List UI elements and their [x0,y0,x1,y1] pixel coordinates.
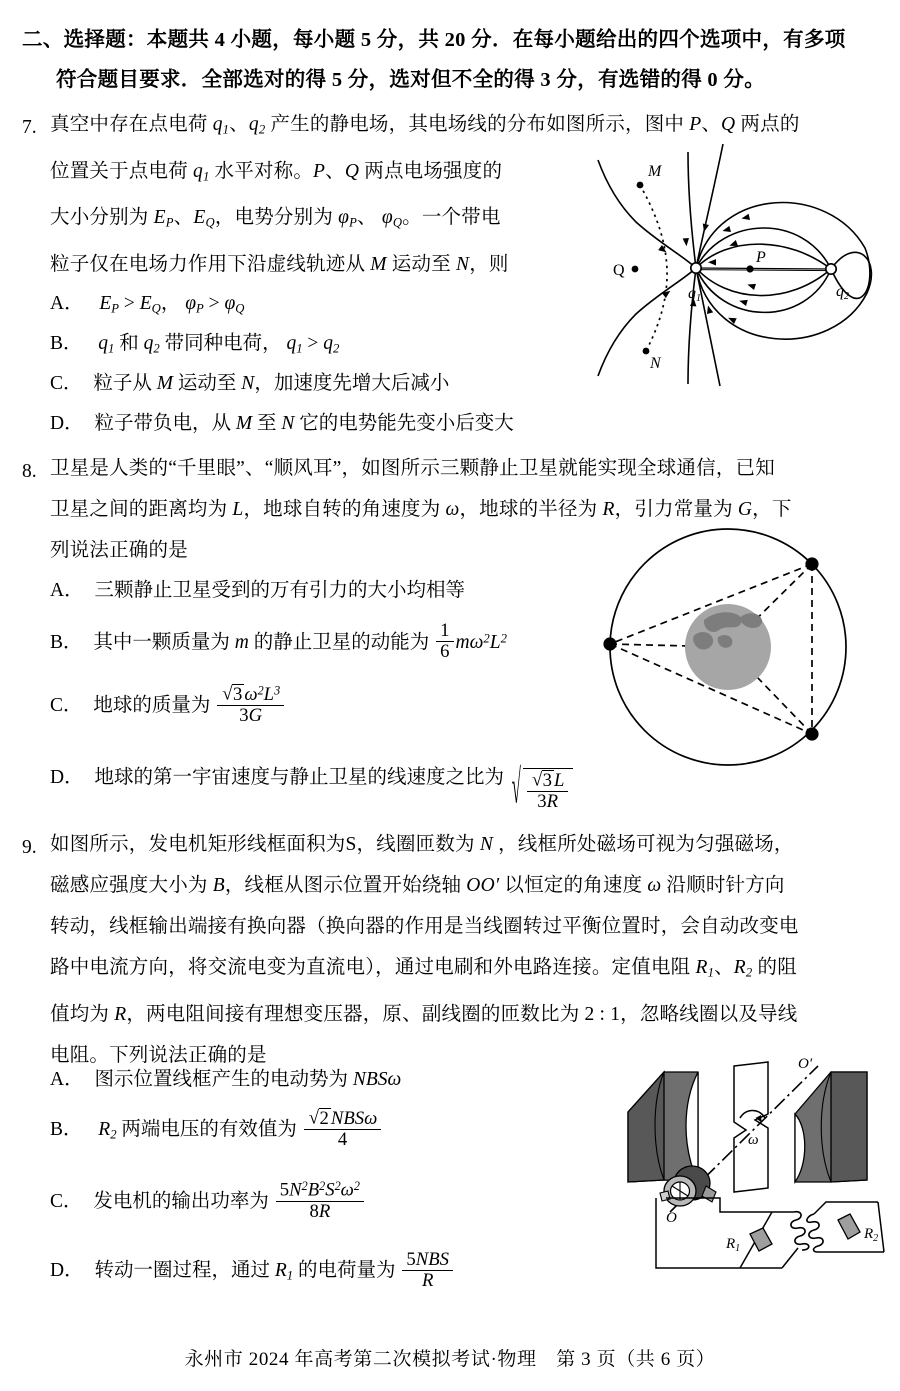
question-7-option-d [50,404,514,444]
option-c-content: 地球的质量为 √ 3 $\omega^2L^3$ 3G [93,695,286,716]
point-P-dot [746,265,753,272]
question-7-option-c [50,364,449,404]
question-8-stem-line-2: 卫星之间的距离均为 L，地球自转的角速度为 ω，地球的半径为 R，引力常量为 G，下 [50,499,792,520]
section-heading-line-2: 符合题目要求．全部选对的得 5 分，选对但不全的得 3 分，有选错的得 0 分。 [56,69,765,91]
option-label-d: D． [50,1260,84,1282]
option-label-a: A． [50,1069,84,1090]
section-heading [22,20,882,100]
label-R2: $R_2$ [864,1226,879,1244]
question-9-option-a [50,1060,401,1100]
question-9-option-b [50,1108,383,1155]
question-8-option-c [50,684,286,726]
section-heading-line-1: 二、选择题：本题共 4 小题，每小题 5 分，共 20 分．在每小题给出的四个选项中，有多项 [22,29,846,51]
label-P: P [756,249,766,266]
question-7-stem-line-1: 真空中存在点电荷 $q_1$、$q_2$ 产生的静电场，其电场线的分布如图所示，图中 P、Q 两点的 [50,114,800,137]
question-8-option-a [50,571,465,611]
option-a-content: 图示位置线框产生的电动势为 NBSω [94,1069,402,1090]
resistor-R1 [750,1228,772,1251]
label-omega: ω [748,1132,759,1148]
question-9-stem-line-3: 转动，线框输出端接有换向器（换向器的作用是当线圈转过平衡位置时，会自动改变电 [50,916,799,937]
option-label-a: A． [50,580,84,601]
label-R1: $R_1$ [726,1236,741,1254]
question-9-number: 9. [22,837,37,858]
primary-circuit-wires [656,1198,798,1268]
option-label-d: D． [50,413,84,434]
question-7-stem-line-3: 大小分别为 $E_P$、$E_Q$，电势分别为 $\varphi_P$、 $\varphi_Q$。一个带电 [50,207,501,230]
resistor-R2 [838,1214,860,1239]
fraction-charge: $\frac{\text{5NBS}}{R}$ [402,1250,453,1291]
option-d-content: 转动一圈过程，通过 $R_1$ 的电荷量为 $\frac{\text{5NBS}}{R}$ [94,1260,455,1281]
point-Q-dot [632,266,639,273]
point-N-dot [643,348,650,355]
question-9-stem-line-2: 磁感应强度大小为 B，线框从图示位置开始绕轴 OO′ 以恒定的角速度 ω 沿顺时针方向 [50,875,785,896]
label-Q: Q [613,262,625,279]
three-satellites-orbit-diagram [600,516,890,794]
option-label-b: B． [50,631,83,653]
option-label-c: C． [50,373,83,394]
fraction-r2-voltage: √ 2 NBSω 4 [304,1108,382,1150]
label-M: M [648,163,662,180]
option-label-a: A． [50,293,84,314]
question-8-stem-line-3: 列说法正确的是 [50,540,188,561]
question-9-stem-line-6: 电阻。下列说法正确的是 [50,1044,267,1066]
label-O-prime: O′ [798,1056,813,1072]
option-c-content: 发电机的输出功率为 $\frac{5N^2B^2S^2\omega^2}{8R}$ [93,1191,366,1212]
magnet-pole-left [628,1072,698,1182]
option-label-d: D． [50,767,84,788]
fraction-output-power: $\frac{5N^2B^2S^2\omega^2}{8R}$ [276,1180,364,1222]
option-label-b: B． [50,333,83,354]
fraction-earth-mass: √ 3 $\omega^2L^3$ 3G [217,684,284,726]
option-d-content: 粒子带负电，从 M 至 N 它的电势能先变小后变大 [94,413,514,434]
question-9-option-d [50,1250,455,1296]
satellite-3 [805,727,818,740]
question-7-option-b [50,324,339,369]
question-9-stem [50,824,895,1076]
question-7-stem-line-4: 粒子仅在电场力作用下沿虚线轨迹从 M 运动至 N，则 [50,253,509,275]
label-O: O [666,1210,677,1226]
option-a-content: $E_P > E_Q$， $\varphi_P > \varphi_Q$ [99,293,245,316]
option-label-c: C． [50,695,83,717]
question-7-stem-line-2: 位置关于点电荷 $q_1$ 水平对称。P、Q 两点电场强度的 [50,160,503,184]
option-label-c: C． [50,1190,83,1212]
question-9-stem-line-5: 值均为 R，两电阻间接有理想变压器，原、副线圈的匝数比为 2 : 1，忽略线圈以及导线 [50,1003,798,1025]
fraction-one-sixth: $\frac{1}{6}$ [436,621,453,662]
label-q2: q2 [836,283,849,302]
option-b-content: 其中一颗质量为 m 的静止卫星的动能为 $\frac{1}{6}$ $m\omega^2L^2$ [93,620,507,663]
question-9-stem-line-1: 如图所示，发电机矩形线框面积为S，线圈匝数为 N ，线框所处磁场可视为匀强磁场， [50,834,794,855]
point-M-dot [637,182,644,189]
question-8-option-b [50,618,507,663]
label-N: N [650,355,661,372]
satellite-1 [805,557,818,570]
transformer-primary-coil [791,1212,809,1250]
option-label-b: B． [50,1119,83,1141]
dc-generator-transformer-circuit-diagram [622,1052,900,1302]
question-7-option-a [50,284,244,329]
question-9-option-c [50,1180,366,1222]
option-b-content: $q_1$ 和 $q_2$ 带同种电荷， $q_1 > q_2$ [98,333,340,356]
magnet-pole-right [795,1072,867,1182]
question-7-number: 7. [22,117,37,138]
question-9-stem-line-4: 路中电流方向，将交流电变为直流电），通过电刷和外电路连接。定值电阻 $R_1$、$R_2$ 的阻 [50,957,797,980]
electric-field-lines-diagram [588,138,900,390]
rotating-coil-plane [734,1062,768,1192]
option-a-content: 三颗静止卫星受到的万有引力的大小均相等 [94,580,465,601]
question-8-number: 8. [22,461,37,482]
sqrt-ratio: √ √ 3 L 3R [511,768,574,812]
option-d-content: 地球的第一宇宙速度与静止卫星的线速度之比为 √ √ 3 L 3R [94,767,573,788]
question-8-stem-line-1: 卫星是人类的“千里眼”、“顺风耳”，如图所示三颗静止卫星就能实现全球通信，已知 [50,458,775,479]
label-q1: q1 [688,285,701,304]
page-footer: 永州市 2024 年高考第二次模拟考试·物理 第 3 页（共 6 页） [184,1349,716,1370]
satellite-2 [603,637,616,650]
option-c-content: 粒子从 M 运动至 N，加速度先增大后减小 [93,373,450,394]
option-b-content: $R_2$ 两端电压的有效值为 √ 2 NBSω 4 [93,1119,383,1140]
question-8-option-d [50,758,573,813]
